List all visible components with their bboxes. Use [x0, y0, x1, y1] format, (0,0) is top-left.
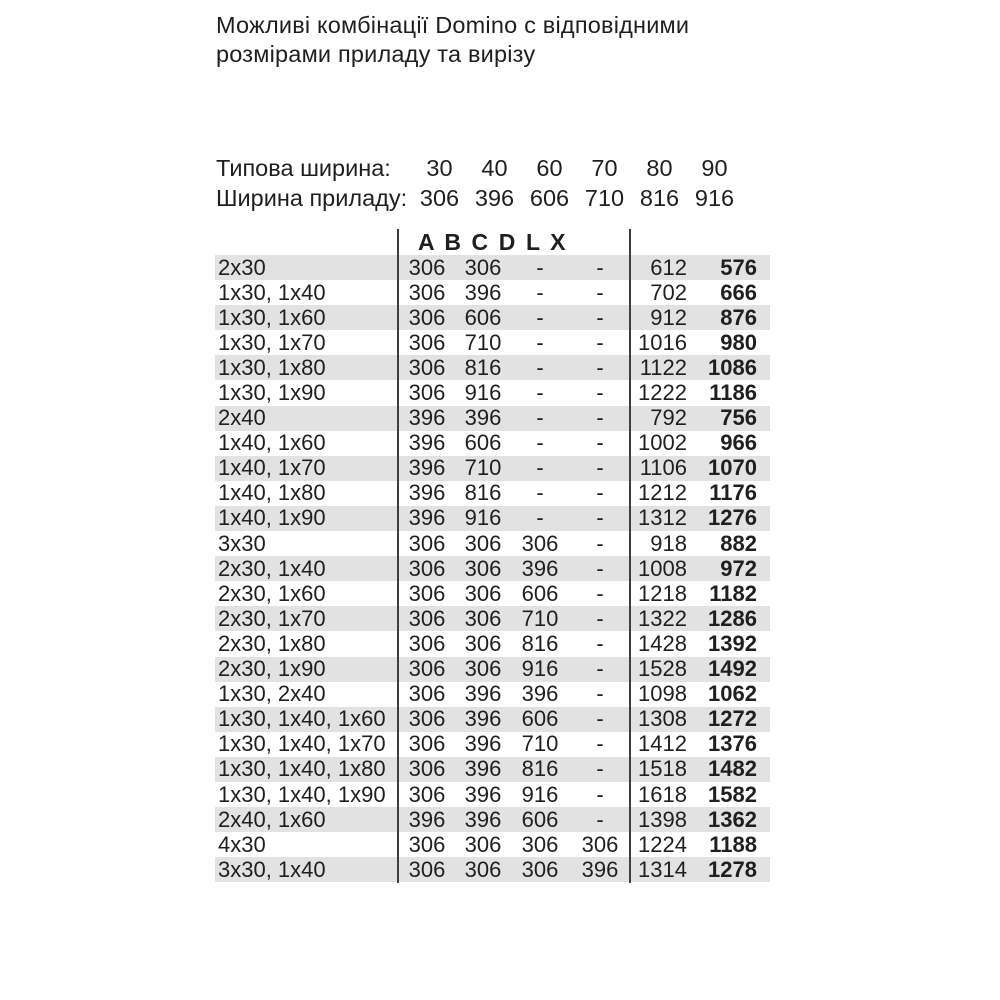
- cell-l: 1224: [638, 831, 687, 857]
- cell-l: 1518: [638, 756, 687, 782]
- table-row: [215, 606, 770, 631]
- cell-l: 1016: [638, 329, 687, 355]
- table-row: [215, 682, 770, 707]
- cell-c: 710: [521, 605, 559, 631]
- cell-l: 1098: [638, 681, 687, 707]
- cell-d: -: [596, 806, 604, 832]
- cell-a: 306: [408, 681, 446, 707]
- cell-x: 1482: [708, 756, 757, 782]
- cell-l: 1002: [638, 430, 687, 456]
- combination-label: 2x40, 1x60: [218, 806, 326, 832]
- cell-l: 1106: [639, 455, 687, 481]
- cell-l: 1312: [638, 505, 687, 531]
- cell-c: -: [536, 329, 544, 355]
- device-width-value: 816: [639, 185, 680, 211]
- cell-b: 710: [464, 329, 502, 355]
- cell-b: 306: [464, 656, 502, 682]
- cell-c: -: [536, 480, 544, 506]
- cell-c: 606: [521, 806, 559, 832]
- cell-c: -: [536, 354, 544, 380]
- combination-label: 1x40, 1x60: [218, 430, 326, 456]
- table-row: [215, 707, 770, 732]
- table-row: [215, 631, 770, 656]
- cell-a: 306: [408, 580, 446, 606]
- cell-a: 306: [408, 304, 446, 330]
- cell-d: -: [596, 681, 604, 707]
- cell-d: -: [596, 731, 604, 757]
- cell-l: 1398: [638, 806, 687, 832]
- cell-x: 1392: [708, 630, 757, 656]
- combination-label: 1x30, 1x80: [218, 354, 326, 380]
- cell-a: 306: [408, 329, 446, 355]
- cell-b: 916: [464, 505, 502, 531]
- cell-d: -: [596, 304, 604, 330]
- cell-c: 816: [521, 630, 559, 656]
- cell-c: 606: [521, 580, 559, 606]
- cell-a: 396: [408, 505, 446, 531]
- cell-a: 396: [408, 480, 446, 506]
- table-divider-right: [629, 229, 631, 883]
- cell-c: -: [536, 279, 544, 305]
- cell-x: 1582: [708, 781, 757, 807]
- table-row: [215, 832, 770, 857]
- combination-label: 2x30, 1x70: [218, 605, 326, 631]
- table-row: [215, 330, 770, 355]
- cell-c: -: [536, 304, 544, 330]
- combination-label: 1x40, 1x80: [218, 480, 326, 506]
- combination-label: 1x30, 1x40: [218, 279, 326, 305]
- cell-d: -: [596, 279, 604, 305]
- cell-d: -: [596, 656, 604, 682]
- cell-b: 306: [464, 856, 502, 882]
- cell-b: 710: [464, 455, 502, 481]
- cell-d: 306: [581, 831, 619, 857]
- table-row: [215, 305, 770, 330]
- cell-x: 1186: [709, 380, 757, 406]
- typical-width-value: 90: [701, 155, 728, 181]
- combination-label: 2x30, 1x80: [218, 630, 326, 656]
- cell-d: 396: [581, 856, 619, 882]
- column-letters: A B C D L X: [418, 229, 567, 255]
- device-width-value: 916: [694, 185, 735, 211]
- cell-l: 1314: [638, 856, 687, 882]
- cell-b: 816: [464, 480, 502, 506]
- combination-label: 1x30, 2x40: [218, 681, 326, 707]
- cell-b: 396: [464, 706, 502, 732]
- table-row: [215, 506, 770, 531]
- cell-d: -: [596, 706, 604, 732]
- cell-c: 306: [521, 831, 559, 857]
- table-row: [215, 481, 770, 506]
- cell-c: 306: [521, 856, 559, 882]
- table-row: [215, 280, 770, 305]
- cell-l: 1322: [638, 605, 687, 631]
- table-row: [215, 857, 770, 882]
- combination-label: 3x30, 1x40: [218, 856, 326, 882]
- cell-x: 882: [720, 530, 757, 556]
- width-info-block: [216, 153, 742, 213]
- cell-d: -: [596, 630, 604, 656]
- table-header-row: [215, 229, 770, 255]
- combinations-table: [215, 229, 770, 882]
- table-row: [215, 255, 770, 280]
- cell-a: 396: [408, 430, 446, 456]
- combination-label: 1x30, 1x40, 1x70: [218, 731, 386, 757]
- cell-l: 1222: [638, 380, 687, 406]
- table-row: [215, 757, 770, 782]
- cell-c: -: [536, 380, 544, 406]
- typical-width-value: 40: [481, 155, 508, 181]
- cell-x: 666: [720, 279, 757, 305]
- cell-d: -: [596, 555, 604, 581]
- cell-x: 972: [720, 555, 757, 581]
- cell-b: 306: [464, 530, 502, 556]
- combination-label: 2x30: [218, 254, 266, 280]
- cell-d: -: [596, 354, 604, 380]
- cell-c: 816: [521, 756, 559, 782]
- cell-b: 396: [464, 781, 502, 807]
- title-line-1: Можливі комбінації Domino с відповідними: [216, 12, 690, 38]
- cell-b: 306: [464, 555, 502, 581]
- cell-l: 612: [650, 254, 687, 280]
- cell-d: -: [596, 430, 604, 456]
- typical-width-value: 80: [646, 155, 673, 181]
- cell-c: -: [536, 430, 544, 456]
- cell-a: 306: [408, 630, 446, 656]
- combination-label: 1x30, 1x70: [218, 329, 326, 355]
- cell-x: 1278: [708, 856, 757, 882]
- combination-label: 1x30, 1x90: [218, 380, 326, 406]
- cell-b: 396: [464, 279, 502, 305]
- cell-d: -: [596, 329, 604, 355]
- cell-x: 966: [720, 430, 757, 456]
- cell-x: 1492: [708, 656, 757, 682]
- table-row: [215, 406, 770, 431]
- cell-a: 306: [408, 856, 446, 882]
- combination-label: 3x30: [218, 530, 266, 556]
- cell-c: 606: [521, 706, 559, 732]
- device-width-value: 306: [419, 185, 460, 211]
- cell-x: 1176: [709, 480, 757, 506]
- cell-l: 1008: [638, 555, 687, 581]
- cell-d: -: [596, 530, 604, 556]
- combination-label: 2x40: [218, 405, 266, 431]
- combination-label: 2x30, 1x90: [218, 656, 326, 682]
- cell-a: 306: [408, 756, 446, 782]
- cell-d: -: [596, 480, 604, 506]
- cell-x: 756: [720, 405, 757, 431]
- typical-width-value: 30: [426, 155, 453, 181]
- cell-a: 306: [408, 279, 446, 305]
- cell-x: 1362: [708, 806, 757, 832]
- cell-x: 1286: [708, 605, 757, 631]
- table-row: [215, 456, 770, 481]
- cell-c: -: [536, 455, 544, 481]
- table-row: [215, 380, 770, 405]
- typical-width-row: [216, 153, 742, 183]
- cell-a: 306: [408, 731, 446, 757]
- cell-a: 396: [408, 806, 446, 832]
- cell-b: 396: [464, 731, 502, 757]
- cell-a: 306: [408, 555, 446, 581]
- device-width-value: 606: [529, 185, 570, 211]
- cell-b: 396: [464, 681, 502, 707]
- combination-label: 2x30, 1x60: [218, 580, 326, 606]
- table-row: [215, 556, 770, 581]
- cell-l: 1428: [638, 630, 687, 656]
- combination-label: 1x30, 1x40, 1x80: [218, 756, 386, 782]
- cell-b: 816: [464, 354, 502, 380]
- page-title: [216, 11, 689, 69]
- table-row: [215, 531, 770, 556]
- device-width-value: 710: [584, 185, 625, 211]
- cell-l: 918: [650, 530, 687, 556]
- cell-l: 1308: [638, 706, 687, 732]
- device-width-row: [216, 183, 742, 213]
- cell-a: 306: [408, 831, 446, 857]
- combination-label: 1x30, 1x40, 1x60: [218, 706, 386, 732]
- cell-d: -: [596, 505, 604, 531]
- cell-l: 1218: [638, 580, 687, 606]
- cell-d: -: [596, 254, 604, 280]
- cell-l: 702: [650, 279, 687, 305]
- table-row: [215, 807, 770, 832]
- cell-a: 306: [408, 530, 446, 556]
- cell-x: 1062: [708, 681, 757, 707]
- table-row: [215, 431, 770, 456]
- cell-x: 1086: [708, 354, 757, 380]
- cell-a: 306: [408, 656, 446, 682]
- cell-c: 916: [521, 781, 559, 807]
- cell-l: 1122: [639, 354, 687, 380]
- cell-c: 306: [521, 530, 559, 556]
- title-line-2: розмірами приладу та вирізу: [216, 41, 536, 67]
- cell-b: 306: [464, 605, 502, 631]
- cell-a: 306: [408, 781, 446, 807]
- table-row: [215, 732, 770, 757]
- cell-l: 1212: [638, 480, 687, 506]
- cell-a: 306: [408, 354, 446, 380]
- cell-d: -: [596, 455, 604, 481]
- cell-x: 876: [720, 304, 757, 330]
- cell-a: 306: [408, 254, 446, 280]
- combination-label: 1x30, 1x60: [218, 304, 326, 330]
- cell-d: -: [596, 580, 604, 606]
- cell-a: 306: [408, 605, 446, 631]
- cell-x: 980: [720, 329, 757, 355]
- table-row: [215, 581, 770, 606]
- cell-c: -: [536, 254, 544, 280]
- device-width-value: 396: [474, 185, 515, 211]
- cell-a: 306: [408, 706, 446, 732]
- cell-d: -: [596, 605, 604, 631]
- cell-a: 396: [408, 405, 446, 431]
- cell-l: 792: [650, 405, 687, 431]
- cell-b: 306: [464, 254, 502, 280]
- cell-x: 576: [720, 254, 757, 280]
- cell-d: -: [596, 756, 604, 782]
- cell-b: 306: [464, 630, 502, 656]
- cell-x: 1182: [709, 580, 757, 606]
- cell-c: 396: [521, 681, 559, 707]
- cell-x: 1272: [708, 706, 757, 732]
- combination-label: 4x30: [218, 831, 266, 857]
- cell-b: 396: [464, 405, 502, 431]
- typical-width-value: 70: [591, 155, 618, 181]
- cell-b: 396: [464, 756, 502, 782]
- cell-c: -: [536, 405, 544, 431]
- table-row: [215, 355, 770, 380]
- cell-b: 916: [464, 380, 502, 406]
- cell-d: -: [596, 405, 604, 431]
- cell-l: 912: [650, 304, 687, 330]
- cell-c: -: [536, 505, 544, 531]
- cell-c: 710: [521, 731, 559, 757]
- cell-b: 306: [464, 831, 502, 857]
- cell-c: 396: [521, 555, 559, 581]
- cell-l: 1618: [638, 781, 687, 807]
- table-row: [215, 657, 770, 682]
- cell-x: 1276: [708, 505, 757, 531]
- table-row: [215, 782, 770, 807]
- cell-x: 1188: [709, 831, 757, 857]
- combination-label: 1x40, 1x70: [218, 455, 326, 481]
- cell-l: 1412: [638, 731, 687, 757]
- cell-b: 606: [464, 304, 502, 330]
- cell-b: 396: [464, 806, 502, 832]
- cell-l: 1528: [638, 656, 687, 682]
- table-body: [215, 255, 770, 882]
- typical-width-value: 60: [536, 155, 563, 181]
- cell-b: 306: [464, 580, 502, 606]
- cell-d: -: [596, 781, 604, 807]
- combination-label: 2x30, 1x40: [218, 555, 326, 581]
- cell-d: -: [596, 380, 604, 406]
- device-width-label: Ширина приладу:: [216, 185, 408, 211]
- combination-label: 1x30, 1x40, 1x90: [218, 781, 386, 807]
- combination-label: 1x40, 1x90: [218, 505, 326, 531]
- cell-b: 606: [464, 430, 502, 456]
- table-divider-left: [397, 229, 399, 883]
- cell-x: 1070: [708, 455, 757, 481]
- cell-c: 916: [521, 656, 559, 682]
- cell-a: 306: [408, 380, 446, 406]
- cell-x: 1376: [708, 731, 757, 757]
- cell-a: 396: [408, 455, 446, 481]
- typical-width-label: Типова ширина:: [216, 155, 391, 181]
